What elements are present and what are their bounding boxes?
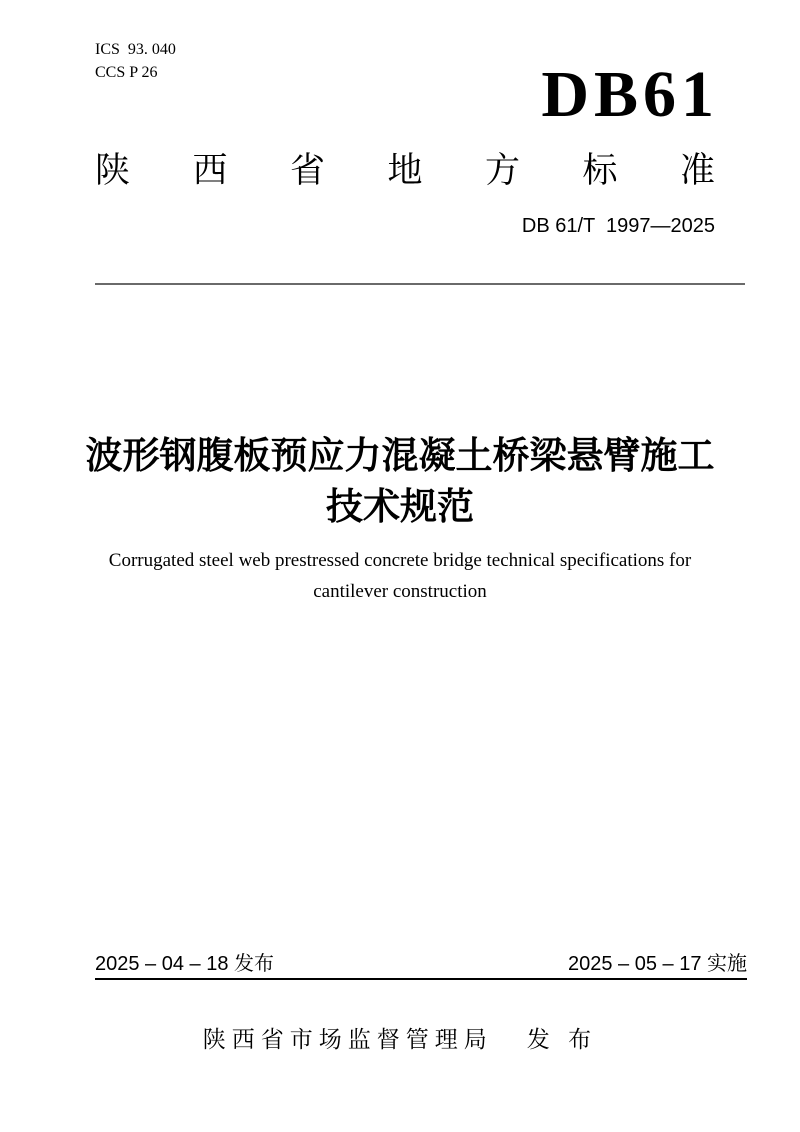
publisher-row <box>0 1024 800 1054</box>
standard-number: DB 61/T 1997—2025 <box>521 215 715 237</box>
document-title-en-line1: Corrugated steel web prestressed concrete bridge technical specifications for <box>108 550 692 571</box>
document-title-zh-line2: 技术规范 <box>326 486 474 527</box>
header-divider-rule <box>95 283 745 285</box>
implement-date: 2025 – 05 – 17 实施 <box>567 953 747 975</box>
dates-row <box>95 952 747 980</box>
publish-label: 发 布 <box>526 1026 598 1052</box>
publisher-name: 陕西省市场监督管理局 <box>202 1026 493 1052</box>
ics-code: ICS 93. 040 <box>95 41 176 58</box>
ccs-code: CCS P 26 <box>95 64 158 81</box>
standard-type-heading: 陕西省地方标准 <box>95 151 715 190</box>
document-title-en <box>0 545 800 607</box>
document-title-zh <box>0 430 800 532</box>
classification-codes <box>95 38 176 84</box>
document-title-zh-line1: 波形钢腹板预应力混凝土桥梁悬臂施工 <box>85 435 715 476</box>
db61-logo: DB61 <box>541 58 719 131</box>
issue-date: 2025 – 04 – 18 发布 <box>95 953 275 975</box>
document-title-en-line2: cantilever construction <box>313 581 487 602</box>
